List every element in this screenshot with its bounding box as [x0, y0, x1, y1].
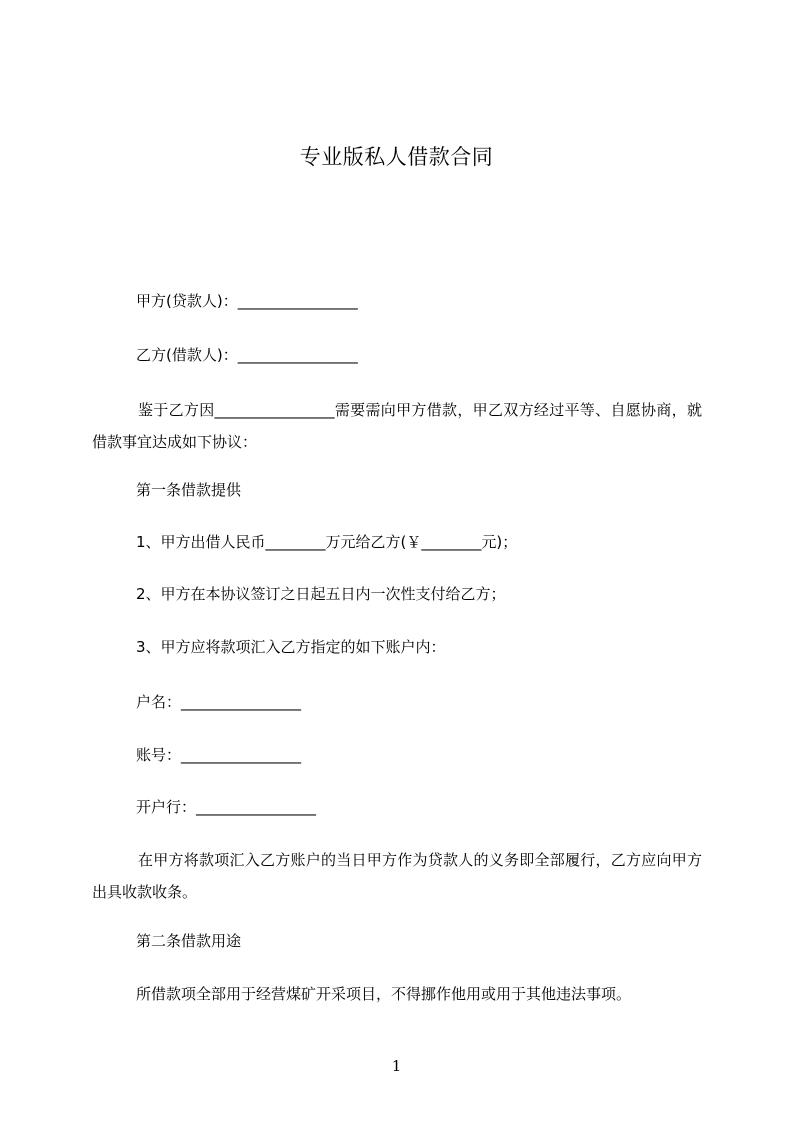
account-number-line: 账号：________________	[136, 746, 302, 764]
page-number: 1	[391, 1057, 402, 1075]
obligation-paragraph: 在甲方将款项汇入乙方账户的当日甲方作为贷款人的义务即全部履行，乙方应向甲方出具收款收条。	[92, 851, 702, 901]
document-title: 专业版私人借款合同	[299, 145, 494, 169]
article-2-heading: 第二条借款用途	[136, 932, 242, 950]
account-name-line: 户名：________________	[136, 693, 302, 711]
bank-line: 开户行：________________	[136, 798, 317, 816]
clause-3: 3、甲方应将款项汇入乙方指定的如下账户内：	[136, 638, 446, 656]
clause-2: 2、甲方在本协议签订之日起五日内一次性支付给乙方；	[136, 585, 506, 603]
usage-paragraph: 所借款项全部用于经营煤矿开采项目，不得挪作他用或用于其他违法事项。	[136, 985, 632, 1003]
party-b-line: 乙方(借款人)：________________	[136, 346, 358, 364]
clause-1: 1、甲方出借人民币________万元给乙方(￥________元)；	[136, 533, 518, 551]
preamble-paragraph: 鉴于乙方因________________需要需向甲方借款，甲乙双方经过平等、自愿协商，就借款事宜达成如下协议：	[92, 401, 702, 451]
party-a-line: 甲方(贷款人)：________________	[136, 292, 358, 310]
article-1-heading: 第一条借款提供	[136, 481, 242, 499]
